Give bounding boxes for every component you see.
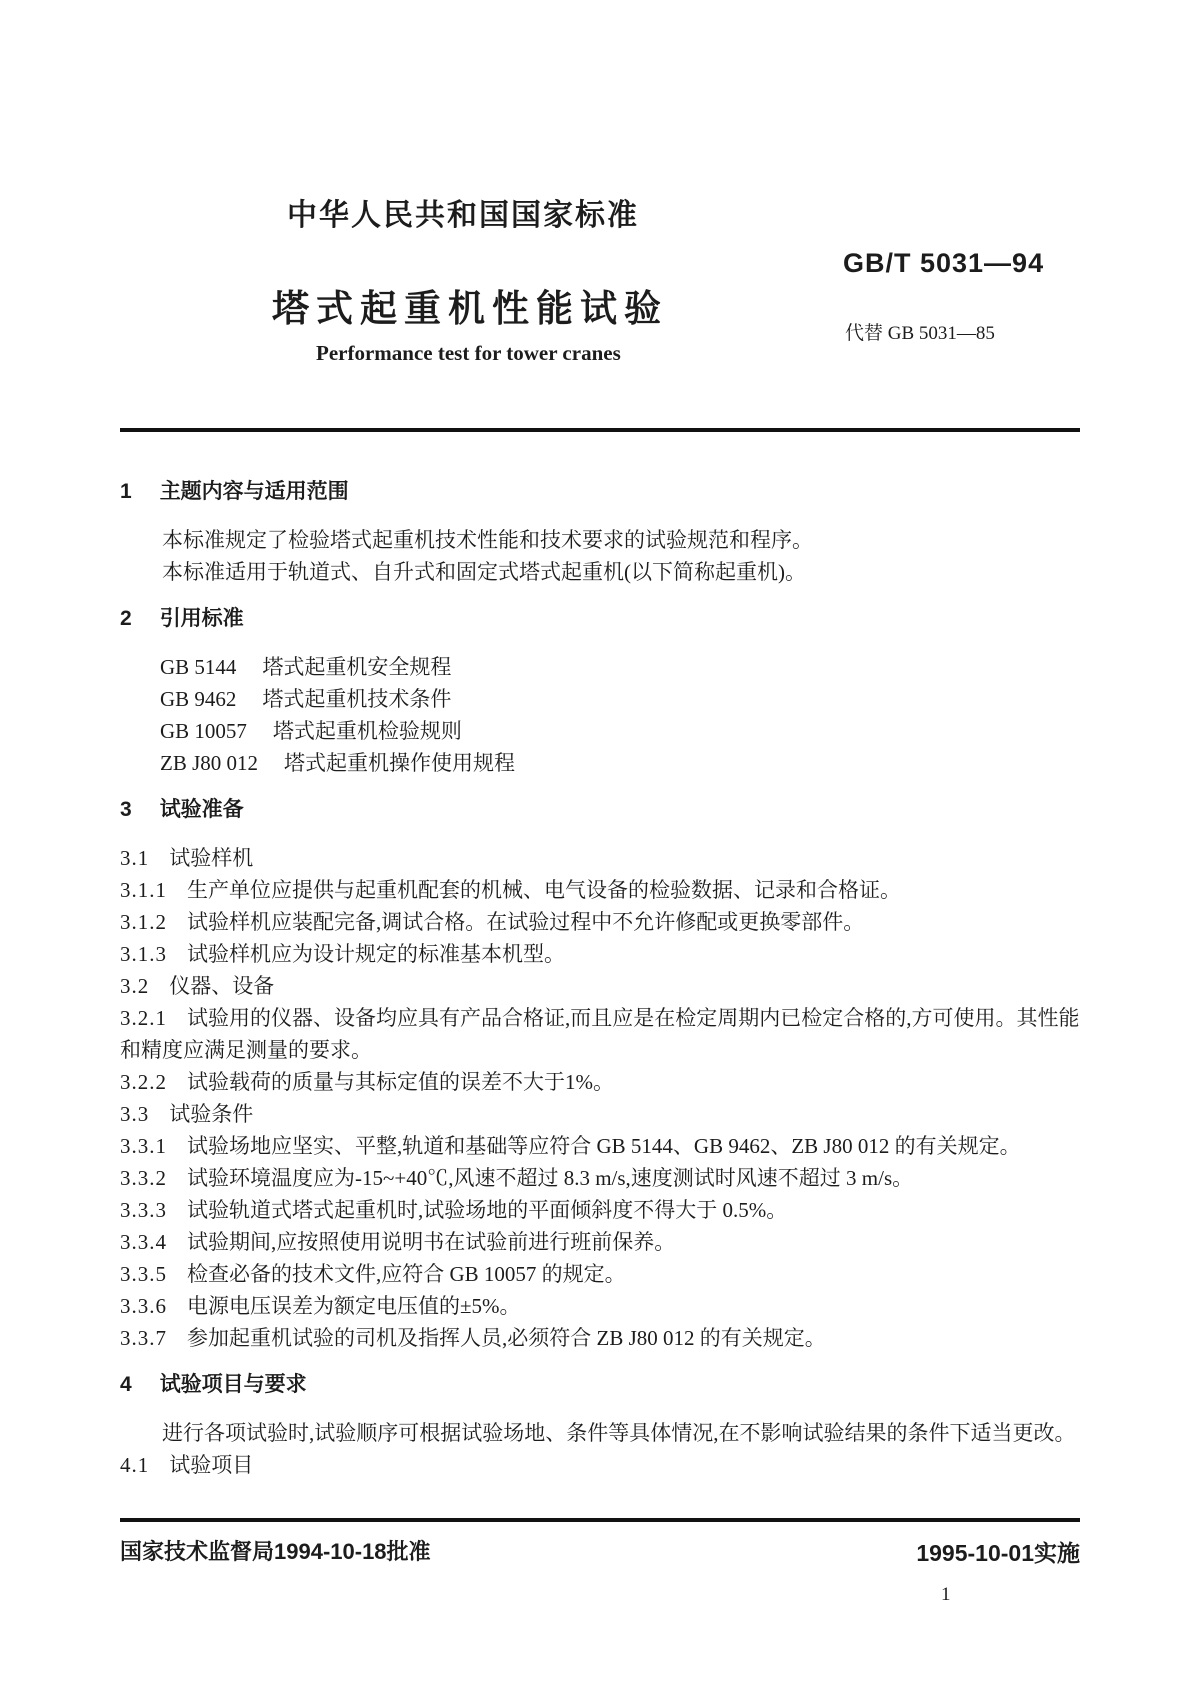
block-text: 塔式起重机技术条件 [262, 687, 452, 711]
block-text: 引用标准 [159, 607, 244, 630]
clause-number: 3.3.4 [120, 1230, 167, 1254]
block-text: 试验轨道式塔式起重机时,试验场地的平面倾斜度不得大于 0.5%。 [187, 1198, 788, 1222]
block-text: 仪器、设备 [169, 974, 275, 998]
clause [120, 1226, 1080, 1258]
header-divider-rule [120, 428, 1080, 432]
clause-number: 3.1.3 [120, 942, 167, 966]
clause-number: 2 [120, 607, 132, 630]
clause-number: 3.3.3 [120, 1198, 167, 1222]
footer-divider-rule [120, 1518, 1080, 1522]
approval-note: 国家技术监督局1994-10-18批准 [120, 1539, 431, 1564]
document-body [120, 448, 1080, 1481]
replaces-note: 代替 GB 5031—85 [845, 323, 995, 344]
clause-number: 3.3.7 [120, 1326, 167, 1350]
chapter-heading [120, 794, 1080, 826]
clause-number: 4 [120, 1373, 132, 1396]
clause-number: 1 [120, 480, 132, 503]
reference-item [120, 747, 1080, 779]
clause-number: 3.1 [120, 846, 150, 870]
block-text: 试验准备 [159, 798, 244, 821]
block-text: 电源电压误差为额定电压值的±5%。 [187, 1294, 521, 1318]
clause [120, 1002, 1080, 1066]
clause [120, 1322, 1080, 1354]
block-text: 试验条件 [169, 1102, 254, 1126]
clause [120, 874, 1080, 906]
block-text: 试验样机 [169, 846, 254, 870]
block-text: 试验样机应装配完备,调试合格。在试验过程中不允许修配或更换零部件。 [187, 910, 865, 934]
block-text: 试验载荷的质量与其标定值的误差不大于1%。 [187, 1070, 614, 1094]
block-text: 参加起重机试验的司机及指挥人员,必须符合 ZB J80 012 的有关规定。 [187, 1326, 826, 1350]
clause [120, 938, 1080, 970]
clause [120, 1449, 1080, 1481]
reference-code: GB 5144 [160, 655, 237, 679]
clause-number: 3.3.5 [120, 1262, 167, 1286]
document-title-chinese: 塔式起重机性能试验 [272, 288, 668, 329]
reference-code: GB 10057 [160, 719, 247, 743]
block-text: 检查必备的技术文件,应符合 GB 10057 的规定。 [187, 1262, 626, 1286]
clause-number: 3.3.6 [120, 1294, 167, 1318]
clause-number: 3.3.2 [120, 1166, 167, 1190]
paragraph [120, 1417, 1080, 1449]
clause-number: 3.3 [120, 1102, 150, 1126]
block-text: 试验期间,应按照使用说明书在试验前进行班前保养。 [187, 1230, 676, 1254]
reference-code: ZB J80 012 [160, 751, 259, 775]
block-text: 进行各项试验时,试验顺序可根据试验场地、条件等具体情况,在不影响试验结果的条件下适当更改。 [162, 1421, 1076, 1445]
standard-code: GB/T 5031—94 [843, 248, 1045, 278]
clause-number: 3.1.2 [120, 910, 167, 934]
clause [120, 1098, 1080, 1130]
reference-code: GB 9462 [160, 687, 237, 711]
block-text: 试验项目 [169, 1453, 254, 1477]
block-text: 塔式起重机检验规则 [272, 719, 462, 743]
clause-number: 3.2 [120, 974, 150, 998]
document-header [0, 0, 1191, 448]
reference-item [120, 683, 1080, 715]
block-text: 试验用的仪器、设备均应具有产品合格证,而且应是在检定周期内已检定合格的,方可使用。其性能和精度应满足测量的要求。 [120, 1006, 1080, 1062]
clause [120, 1162, 1080, 1194]
clause [120, 842, 1080, 874]
block-text: 试验环境温度应为-15~+40℃,风速不超过 8.3 m/s,速度测试时风速不超过 3 m/s。 [187, 1166, 914, 1190]
block-text: 试验场地应坚实、平整,轨道和基础等应符合 GB 5144、GB 9462、ZB J80 012 的有关规定。 [187, 1134, 1021, 1158]
block-text: 本标准适用于轨道式、自升式和固定式塔式起重机(以下简称起重机)。 [162, 560, 806, 584]
chapter-heading [120, 603, 1080, 635]
clause-number: 3.3.1 [120, 1134, 167, 1158]
chapter-heading [120, 1369, 1080, 1401]
clause [120, 1130, 1080, 1162]
reference-item [120, 651, 1080, 683]
block-text: 塔式起重机安全规程 [262, 655, 452, 679]
clause-number: 4.1 [120, 1453, 150, 1477]
reference-item [120, 715, 1080, 747]
chapter-heading [120, 476, 1080, 508]
clause [120, 1290, 1080, 1322]
clause [120, 1066, 1080, 1098]
block-text: 生产单位应提供与起重机配套的机械、电气设备的检验数据、记录和合格证。 [187, 878, 901, 902]
block-text: 主题内容与适用范围 [159, 480, 349, 503]
document-title-english: Performance test for tower cranes [316, 341, 621, 365]
clause [120, 1194, 1080, 1226]
block-text: 试验项目与要求 [159, 1373, 307, 1396]
block-text: 本标准规定了检验塔式起重机技术性能和技术要求的试验规范和程序。 [162, 528, 813, 552]
block-text: 塔式起重机操作使用规程 [284, 751, 516, 775]
clause-number: 3.2.2 [120, 1070, 167, 1094]
clause [120, 970, 1080, 1002]
clause [120, 906, 1080, 938]
implementation-note: 1995-10-01实施 [916, 1540, 1080, 1566]
clause-number: 3.2.1 [120, 1006, 167, 1030]
standard-type-title: 中华人民共和国国家标准 [287, 199, 639, 232]
paragraph [120, 556, 1080, 588]
clause [120, 1258, 1080, 1290]
block-text: 试验样机应为设计规定的标准基本机型。 [187, 942, 565, 966]
clause-number: 3.1.1 [120, 878, 167, 902]
paragraph [120, 524, 1080, 556]
page-number: 1 [941, 1584, 951, 1605]
clause-number: 3 [120, 798, 132, 821]
